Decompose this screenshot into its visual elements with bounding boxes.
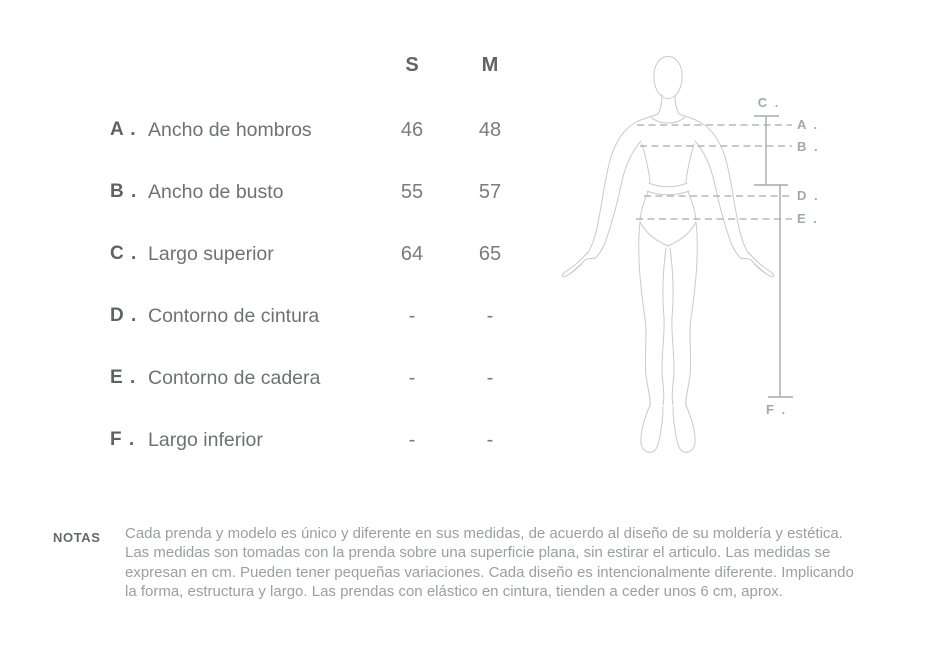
notes-body: Cada prenda y modelo es único y diferente en sus medidas, de acuerdo al diseño de su moldería y estética. Las medidas son tomadas con la prenda sobre una superficie plana, sin estirar el articulo. Las medidas se expresan en cm. Pueden tener pequeñas variaciones. Cada diseño es intencionalmente diferente. Implicando la forma, estructura y largo. Las prendas con elástico en cintura, tienden a ceder unos 6 cm, aprox. bbox=[125, 525, 854, 601]
measure-label: Contorno de cintura bbox=[148, 305, 320, 327]
table-row-d bbox=[0, 302, 560, 330]
value-m: 57 bbox=[478, 181, 502, 203]
diagram-label-a: A . bbox=[797, 117, 820, 132]
value-m: 65 bbox=[478, 243, 502, 265]
value-s: 64 bbox=[400, 243, 424, 265]
table-row-b bbox=[0, 178, 560, 206]
table-row-e bbox=[0, 364, 560, 392]
value-m: - bbox=[486, 305, 494, 327]
measure-label: Ancho de hombros bbox=[148, 119, 312, 141]
mannequin-figure bbox=[555, 48, 875, 468]
notes-heading: NOTAS bbox=[53, 530, 101, 545]
measure-label: Ancho de busto bbox=[148, 181, 284, 203]
value-s: - bbox=[408, 429, 416, 451]
diagram-label-e: E . bbox=[797, 211, 819, 226]
value-s: - bbox=[408, 305, 416, 327]
measure-letter: D . bbox=[110, 305, 138, 326]
figure-outline bbox=[562, 57, 773, 453]
measure-letter: F . bbox=[110, 429, 136, 450]
value-s: - bbox=[408, 367, 416, 389]
value-m: 48 bbox=[478, 119, 502, 141]
value-m: - bbox=[486, 429, 494, 451]
measure-label: Contorno de cadera bbox=[148, 367, 321, 389]
table-row-a bbox=[0, 116, 560, 144]
diagram-label-c: C . bbox=[757, 95, 781, 110]
measure-label: Largo superior bbox=[148, 243, 274, 265]
measure-letter: B . bbox=[110, 181, 138, 202]
table-row-c bbox=[0, 240, 560, 268]
measure-label: Largo inferior bbox=[148, 429, 263, 451]
table-row-f bbox=[0, 426, 560, 454]
measurement-lines bbox=[636, 116, 793, 397]
measure-letter: E . bbox=[110, 367, 137, 388]
measure-letter: C . bbox=[110, 243, 138, 264]
value-m: - bbox=[486, 367, 494, 389]
diagram-label-f: F . bbox=[766, 402, 788, 417]
measure-letter: A . bbox=[110, 119, 137, 140]
diagram-label-d: D . bbox=[797, 188, 820, 203]
size-column-header-s: S bbox=[405, 54, 419, 76]
size-column-header-m: M bbox=[481, 54, 499, 76]
diagram-label-b: B . bbox=[797, 139, 820, 154]
value-s: 46 bbox=[400, 119, 424, 141]
value-s: 55 bbox=[400, 181, 424, 203]
